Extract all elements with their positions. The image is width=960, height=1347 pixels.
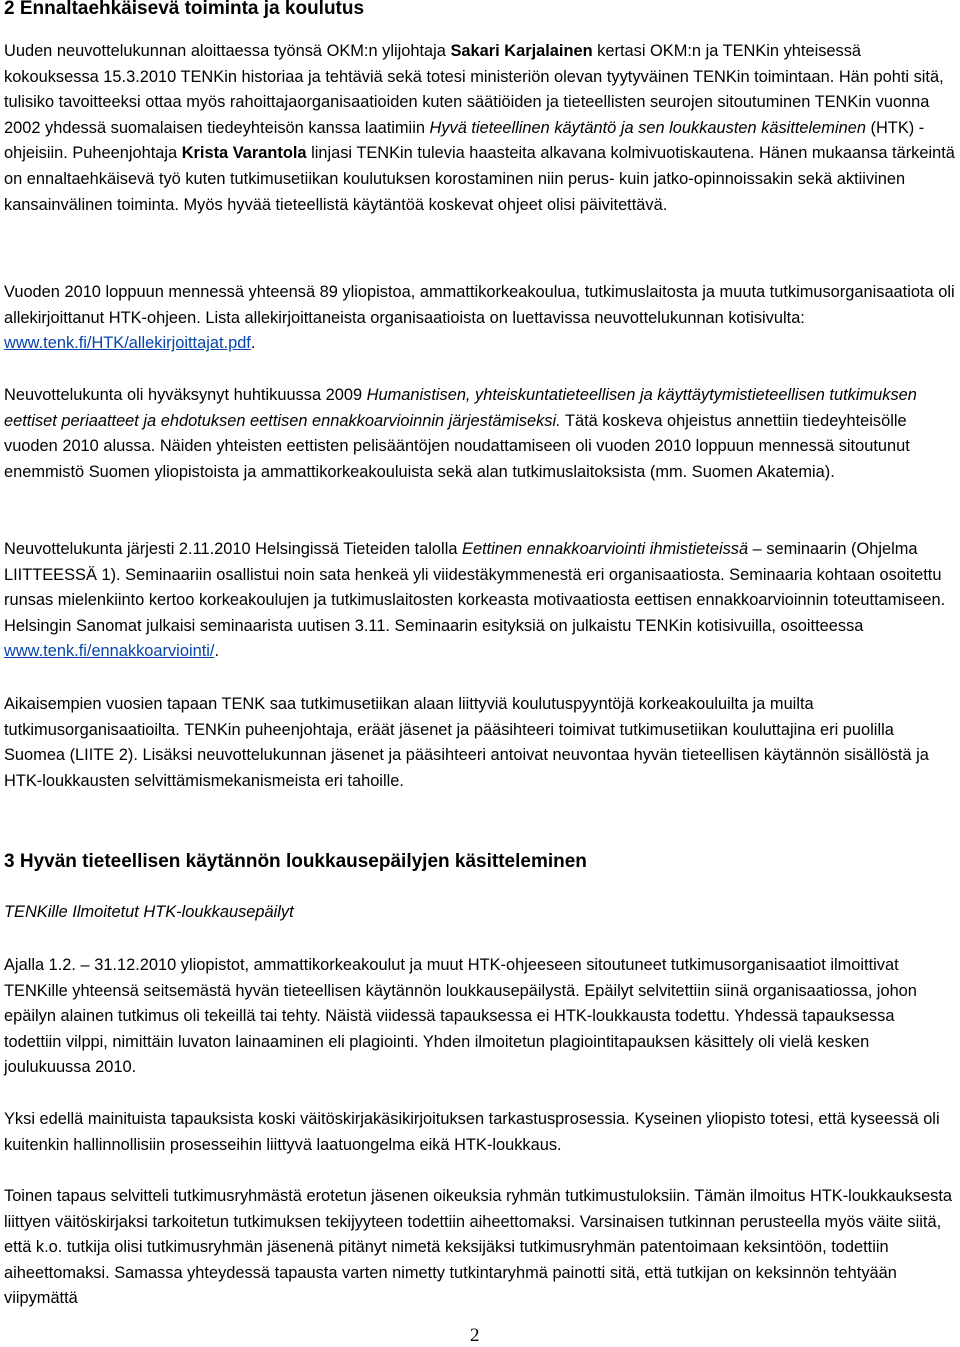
text-run: Tätä koskeva ohjeistus annettiin tiedeyhteisölle vuoden 2010 alussa. Näiden yhteisten eettisten pelisääntöjen noudattamiseen oli vuoden 2010 loppuun mennessä sitoutunut enemmistö Suomen yliopistoista ja ammattikorkeakouluista sekä alan tutkimuslaitoksista (mm. Suomen Akatemia).	[4, 411, 910, 481]
paragraph-training: Aikaisempien vuosien tapaan TENK saa tutkimusetiikan alaan liittyviä koulutuspyyntöjä korkeakouluilta ja muilta tutkimusorganisaatioilta. TENKin puheenjohtaja, eräät jäsenet ja pääsihteeri toimivat tutkimusetiikan kouluttajina eri puolilla Suomea (LIITE 2). Lisäksi neuvottelukunnan jäsenet ja pääsihteeri antoivat neuvontaa hyvän tieteellisen käytännön sisällöstä ja HTK-loukkausten selvittämismekanismeista eri tahoille.	[4, 695, 929, 790]
paragraph-ethical-principles	[4, 383, 956, 485]
principles-title: Humanistisen, yhteiskuntatieteellisen ja käyttäytymistieteellisen tutkimuksen eettiset periaatteet ja ehdotuksen eettisen ennakkoarvioinnin järjestämiseksi.	[4, 386, 917, 430]
text-run: Uuden neuvottelukunnan aloittaessa työnsä OKM:n ylijohtaja	[4, 42, 451, 60]
subheading-text: TENKille Ilmoitetut HTK-loukkausepäilyt	[4, 903, 294, 921]
text-run: Neuvottelukunta oli hyväksynyt huhtikuussa 2009	[4, 386, 367, 404]
paragraph-seminar	[4, 537, 956, 665]
guideline-title: Hyvä tieteellinen käytäntö ja sen loukkausten käsitteleminen	[429, 118, 866, 137]
paragraph-signatories	[4, 280, 956, 357]
section-3-heading: 3 Hyvän tieteellisen käytännön loukkausepäilyjen käsitteleminen	[4, 851, 587, 872]
person-name-karjalainen: Sakari Karjalainen	[450, 42, 593, 60]
text-run: (HTK) -ohjeisiin. Puheenjohtaja	[4, 118, 925, 163]
person-name-varantola: Krista Varantola	[181, 144, 307, 163]
text-run: .	[250, 334, 256, 353]
paragraph-case-dissertation: Yksi edellä mainituista tapauksista koski väitöskirjakäsikirjoituksen tarkastusprosessia. Kyseinen yliopisto totesi, että kyseessä oli kuitenkin hallinnollisiin prosesseihin liittyvä laatuongelma eikä HTK-loukkaus.	[4, 1110, 940, 1154]
paragraph-cases-summary: Ajalla 1.2. – 31.12.2010 yliopistot, ammattikorkeakoulut ja muut HTK-ohjeeseen sitoutuneet tutkimusorganisaatiot ilmoittivat TENKille yhteensä seitsemästä hyvän tieteellisen käytännön loukkausepäilystä. Epäilyt selvitettiin siinä organisaatiossa, johon epäilyn alainen tutkimus oli tekeillä tai tehty. Näistä viidessä tapauksessa ei HTK-loukkausta todettu. Yhdessä tapauksessa todettiin vilppi, nimittäin luvaton lainaaminen eli plagiointi. Yhden ilmoitetun plagiointitapauksen käsittely oli vielä kesken joulukuussa 2010.	[4, 956, 917, 1077]
text-run: seminaarin (Ohjelma LIITTEESSÄ 1). Seminaariin osallistui noin sata henkeä yli viidestäkymmenestä eri organisaatiosta. Seminaaria kohtaan osoitettu runsas mielenkiinto kertoo korkeakoulujen ja tutkimuslaitosten korkeasta motivaatiosta eettisen ennakkoarvioinnin toteuttamiseen. Helsingin Sanomat julkaisi seminaarista uutisen 3.11. Seminaarin esityksiä on julkaistu TENKin kotisivuilla, osoitteessa	[4, 540, 946, 635]
text-run: kertasi OKM:n ja TENKin yhteisessä kokouksessa 15.3.2010 TENKin historiaa ja tehtäviä sekä totesi ministeriön olevan tyytyväinen TENKin toimintaan. Hän pohti sitä, tulisiko tavoitteeksi ottaa myös rahoittajaorganisaatioiden kuten säätiöiden ja tieteellisten seurojen sitoutuminen TENKin vuonna 2002 yhdessä suomalaisen tiedeyhteisön kanssa laatimiin	[4, 42, 944, 137]
text-run: Neuvottelukunta järjesti 2.11.2010 Helsingissä Tieteiden talolla	[4, 540, 463, 558]
signatories-link[interactable]: www.tenk.fi/HTK/allekirjoittajat.pdf	[4, 334, 251, 353]
section-2-heading: 2 Ennaltaehkäisevä toiminta ja koulutus	[4, 0, 365, 19]
paragraph-okm-meeting	[4, 39, 956, 218]
section-3-subheading	[4, 900, 956, 926]
seminar-link[interactable]: www.tenk.fi/ennakkoarviointi/	[4, 642, 215, 661]
page-number: 2	[470, 1325, 480, 1346]
text-run: linjasi TENKin tulevia haasteita alkavana kolmivuotiskautena. Hänen mukaansa tärkeintä on ennaltaehkäisevä työ kuten tutkimusetiikan koulutuksen korostaminen niin perus- kuin jatko-opinnoissakin sekä aktiivinen kansainvälinen toiminta. Myös hyvää tieteellistä käytäntöä koskevat ohjeet olisi päivitettävä.	[4, 144, 955, 214]
seminar-title: Eettinen ennakkoarviointi ihmistieteissä –	[462, 540, 762, 558]
text-run: .	[214, 642, 220, 661]
paragraph-case-research-group: Toinen tapaus selvitteli tutkimusryhmästä erotetun jäsenen oikeuksia ryhmän tutkimustuloksiin. Tämän ilmoitus HTK-loukkauksesta liittyen väitöskirjaksi tarkoitetun tutkimuksen tekijyyteen todettiin aiheettomaksi. Varsinaisen tutkinnan perusteella myös väite siitä, että k.o. tutkija olisi tutkimusryhmän jäsenenä pitänyt nimetä keksijäksi tutkimusryhmän patentoimaan keksintöön, todettiin aiheettomaksi. Samassa yhteydessä tapausta varten nimetty tutkintaryhmä painotti sitä, että tutkijan on keksinnön tehtyään viipymättä	[4, 1187, 953, 1308]
text-run: Vuoden 2010 loppuun mennessä yhteensä 89 yliopistoa, ammattikorkeakoulua, tutkimuslaitosta ja muuta tutkimusorganisaatiota oli allekirjoittanut HTK-ohjeen. Lista allekirjoittaneista organisaatioista on luettavissa neuvottelukunnan kotisivulta:	[4, 283, 955, 327]
